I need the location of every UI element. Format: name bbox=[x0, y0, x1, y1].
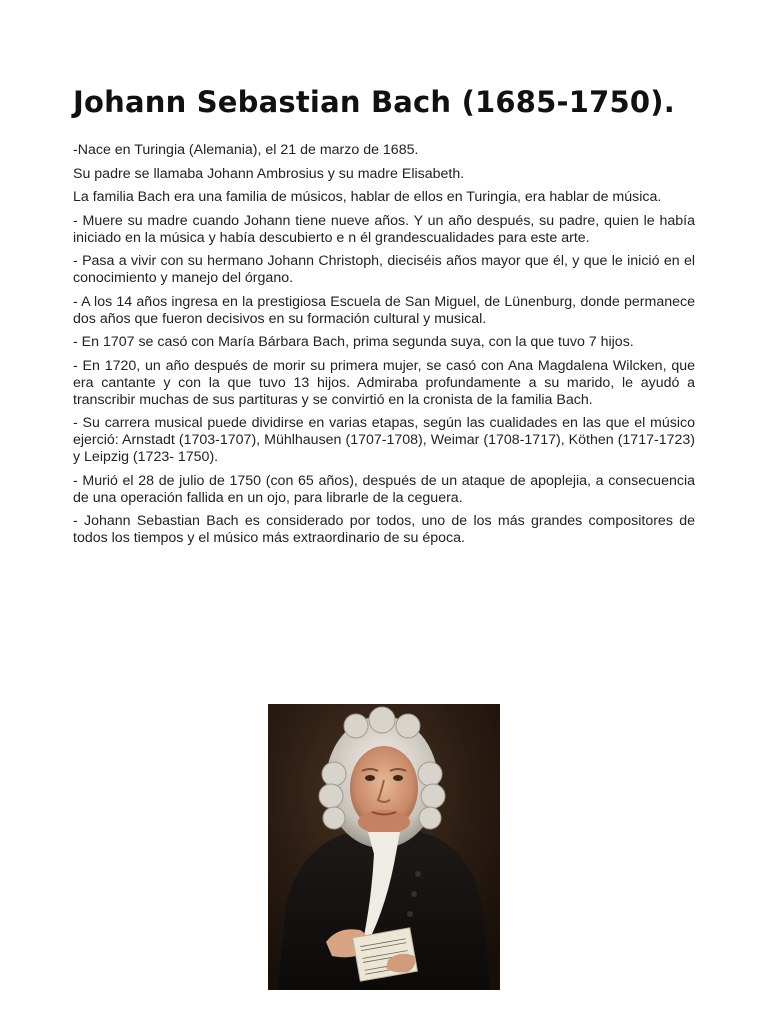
paragraph-birth: -Nace en Turingia (Alemania), el 21 de marzo de 1685. bbox=[73, 142, 419, 158]
paragraph-second-marriage: - En 1720, un año después de morir su primera mujer, se casó con Ana Magdalena Wilcken, que era cantante y con la que tuvo 13 hijos. Admiraba profundamente a su marido, le ayudó a transcribir muchas de sus partituras y se convirtió en la cronista de la familia Bach. bbox=[73, 357, 695, 408]
paragraph-death: - Murió el 28 de julio de 1750 (con 65 años), después de un ataque de apoplejia, a consecuencia de una operación fallida en un ojo, para librarle de la ceguera. bbox=[73, 472, 695, 506]
paragraph-parents: Su padre se llamaba Johann Ambrosius y su madre Elisabeth. bbox=[73, 165, 465, 182]
paragraph-first-marriage: - En 1707 se casó con María Bárbara Bach, prima segunda suya, con la que tuvo 7 hijos. bbox=[73, 334, 634, 350]
paragraph-mother-death: - Muere su madre cuando Johann tiene nueve años. Y un año después, su padre, quien le había iniciado en la música y había descubierto e n él grandescualidades para este arte. bbox=[73, 212, 695, 246]
paragraph-brother: - Pasa a vivir con su hermano Johann Christoph, dieciséis años mayor que él, y que le inició en el conocimiento y manejo del órgano. bbox=[73, 253, 695, 286]
paragraph-family: La familia Bach era una familia de músicos, hablar de ellos en Turingia, era hablar de música. bbox=[73, 189, 662, 205]
document-body bbox=[73, 84, 695, 554]
paragraph-school: - A los 14 años ingresa en la prestigiosa Escuela de San Miguel, de Lünenburg, donde permanece dos años que fueron decisivos en su formación cultural y musical. bbox=[73, 293, 695, 327]
bach-portrait-image bbox=[268, 704, 500, 990]
page-title: Johann Sebastian Bach (1685-1750). bbox=[73, 85, 675, 119]
paragraph-career: - Su carrera musical puede dividirse en varias etapas, según las cualidades en las que el músico ejerció: Arnstadt (1703-1707), Mühlhausen (1707-1708), Weimar (1708-1717), Köthen (1717-1723) y Leipzig (1723- 1750). bbox=[73, 415, 695, 465]
paragraph-legacy: - Johann Sebastian Bach es considerado por todos, uno de los más grandes compositores de todos los tiempos y el músico más extraordinario de su época. bbox=[73, 513, 695, 546]
